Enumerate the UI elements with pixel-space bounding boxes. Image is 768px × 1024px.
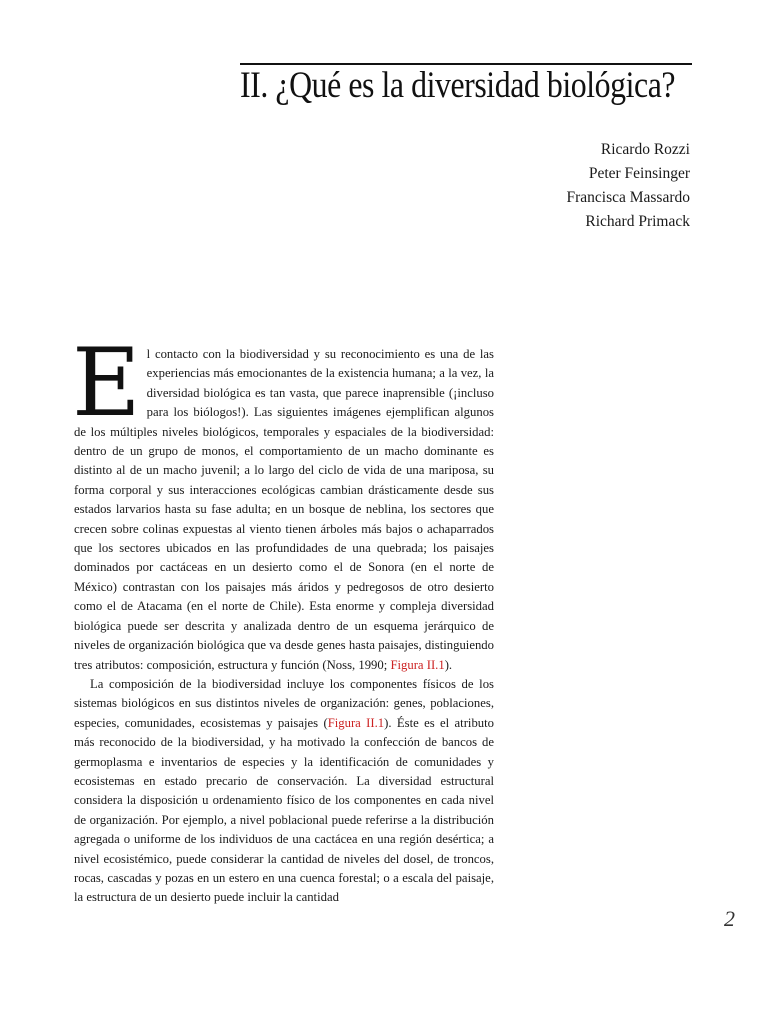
body-text xyxy=(72,329,495,908)
paragraph-1 xyxy=(72,329,494,675)
author-name: Peter Feinsinger xyxy=(588,165,690,182)
drop-cap: E xyxy=(72,329,141,438)
author-name: Ricardo Rozzi xyxy=(600,141,690,158)
author-name: Richard Primack xyxy=(585,213,690,230)
paragraph-1-text: l contacto con la biodiversidad y su reconocimiento es una de las experiencias más emocionantes de la existencia humana; a la vez, la diversidad biológica es tan vasta, que parece inaprensible (¡incluso para los biólogos!). Las siguientes imágenes ejemplifican algunos de los múltiples niveles biológicos, temporales y espaciales de la biodiversidad: dentro de un grupo de monos, el comportamiento de un macho dominante es distinto al de un macho juvenil; a lo largo del ciclo de vida de una mariposa, su forma corporal y sus interacciones ecológicas cambian drásticamente desde sus estados larvarios hasta su fase adulta; en un bosque de neblina, los sectores que crecen sobre colinas expuestas al viento tienen árboles más bajos o achaparrados que los sectores ubicados en las profundidades de una quebrada; los paisajes dominados por cactáceas en un desierto como el de Sonora (en el norte de México) contrastan con los paisajes más áridos y pedregosos de otro desierto como el de Atacama (en el norte de Chile). Esta enorme y compleja diversidad biológica puede ser descrita y analizada dentro de un esquema jerárquico de niveles de organización biológica que va desde genes hasta paisajes, distinguiendo tres atributos: composición, estructura y función (Noss, 1990; xyxy=(74,347,494,672)
paragraph-2-text: La composición de la biodiversidad incluye los componentes físicos de los sistemas biológicos en sus distintos niveles de organización: genes, poblaciones, especies, comunidades, ecosistemas y paisajes ( xyxy=(74,676,494,730)
page-number: 2 xyxy=(724,906,735,931)
figure-reference-link[interactable]: Figura II.1 xyxy=(327,715,385,730)
author-name: Francisca Massardo xyxy=(566,189,690,206)
chapter-title: II. ¿Qué es la diversidad biológica? xyxy=(240,65,676,106)
figure-reference-link[interactable]: Figura II.1 xyxy=(390,657,445,672)
author-list xyxy=(566,138,690,234)
paragraph-2-end: ). Éste es el atributo más reconocido de la biodiversidad, y ha motivado la confección de bancos de germoplasma e inventarios de especies y la identificación de comunidades y ecosistemas en estado precario de conservación. La diversidad estructural considera la disposición u ordenamiento físico de los componentes en cada nivel de organización. Por ejemplo, a nivel poblacional puede referirse a la distribución agregada o uniforme de los individuos de una cactácea en una región desértica; a nivel ecosistémico, puede considerar la cantidad de niveles del dosel, de troncos, rocas, cascadas y pozas en un estero en una cuenca forestal; o a escala del paisaje, la estructura de un desierto puede incluir la cantidad xyxy=(74,715,495,905)
paragraph-2 xyxy=(74,675,494,908)
paragraph-1-end: ). xyxy=(444,657,453,672)
